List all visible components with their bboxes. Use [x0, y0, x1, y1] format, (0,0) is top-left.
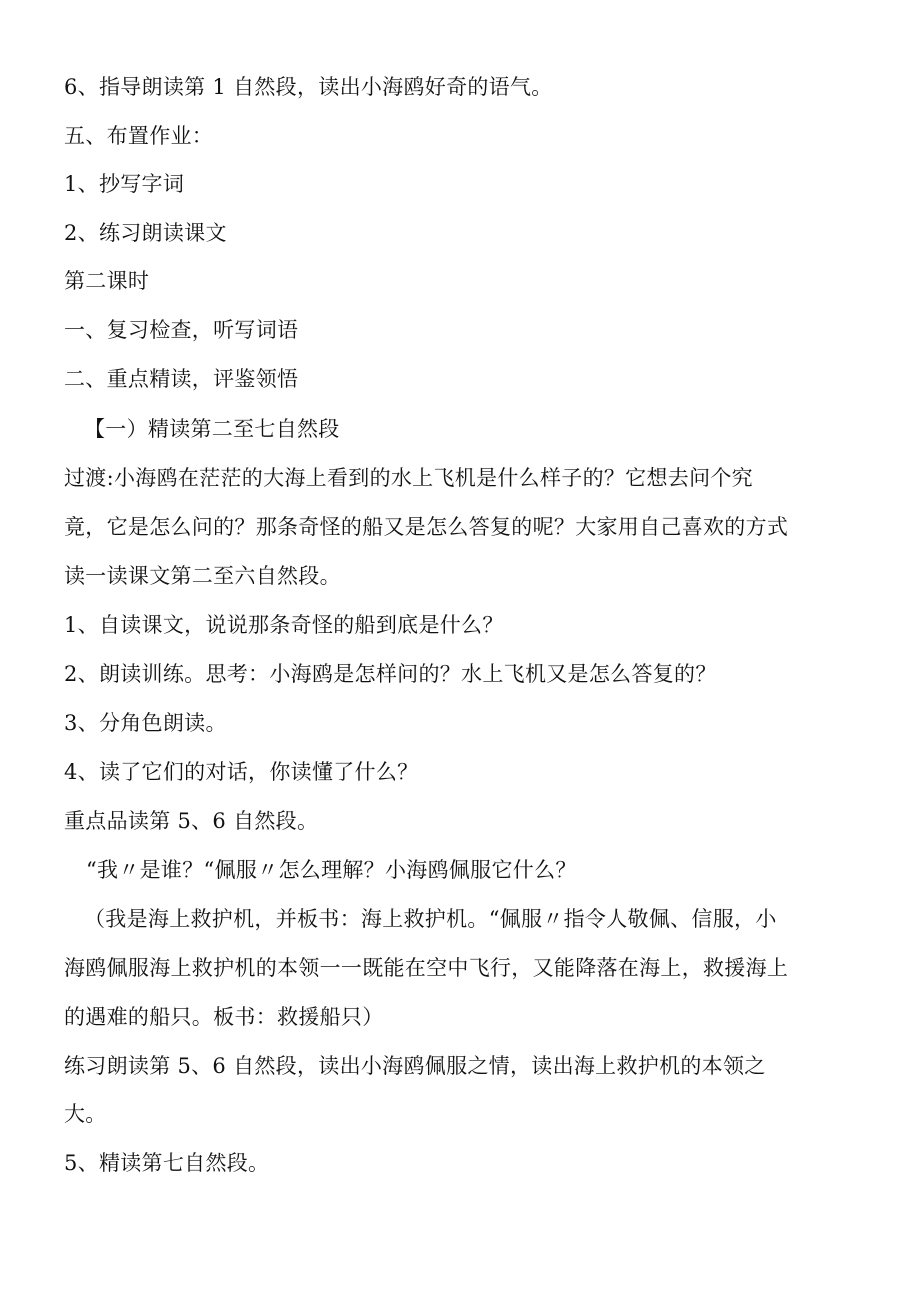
text-line: 2、朗读训练。思考：小海鸥是怎样问的？水上飞机又是怎么答复的？ [64, 662, 717, 686]
text-line: 的遇难的船只。板书：救援船只） [64, 1005, 384, 1029]
text-line: （我是海上救护机，并板书：海上救护机。“佩服〃指令人敬佩、信服，小 [84, 907, 777, 931]
lesson-heading: 第二课时 [64, 269, 150, 293]
text-line: 竟，它是怎么问的？那条奇怪的船又是怎么答复的呢？大家用自己喜欢的方式 [64, 515, 789, 539]
text-line: 5、精读第七自然段。 [64, 1151, 270, 1175]
text-line: 大。 [64, 1102, 107, 1126]
text-line: 6、指导朗读第 1 自然段，读出小海鸥好奇的语气。 [64, 75, 553, 99]
text-line: 4、读了它们的对话，你读懂了什么？ [64, 760, 419, 784]
section-heading: 五、布置作业： [64, 124, 214, 148]
text-line: 海鸥佩服海上救护机的本领一一既能在空中飞行，又能降落在海上，救援海上 [64, 956, 789, 980]
text-line: 过渡:小海鸥在茫茫的大海上看到的水上飞机是什么样子的？它想去问个究 [64, 466, 753, 490]
text-line: 1、抄写字词 [64, 172, 185, 196]
section-heading: 一、复习检查，听写词语 [64, 318, 299, 342]
section-heading: 二、重点精读，评鉴领悟 [64, 367, 299, 391]
text-line: 重点品读第 5、6 自然段。 [64, 809, 319, 833]
text-line: 读一读课文第二至六自然段。 [64, 564, 341, 588]
text-line: 2、练习朗读课文 [64, 221, 227, 245]
text-line: 练习朗读第 5、6 自然段，读出小海鸥佩服之情，读出海上救护机的本领之 [64, 1054, 766, 1078]
text-line: 3、分角色朗读。 [64, 711, 227, 735]
subsection-heading: 【一）精读第二至七自然段 [84, 417, 340, 441]
text-line: “我〃是谁？“佩服〃怎么理解？小海鸥佩服它什么？ [86, 858, 577, 882]
text-line: 1、自读课文，说说那条奇怪的船到底是什么？ [64, 613, 504, 637]
